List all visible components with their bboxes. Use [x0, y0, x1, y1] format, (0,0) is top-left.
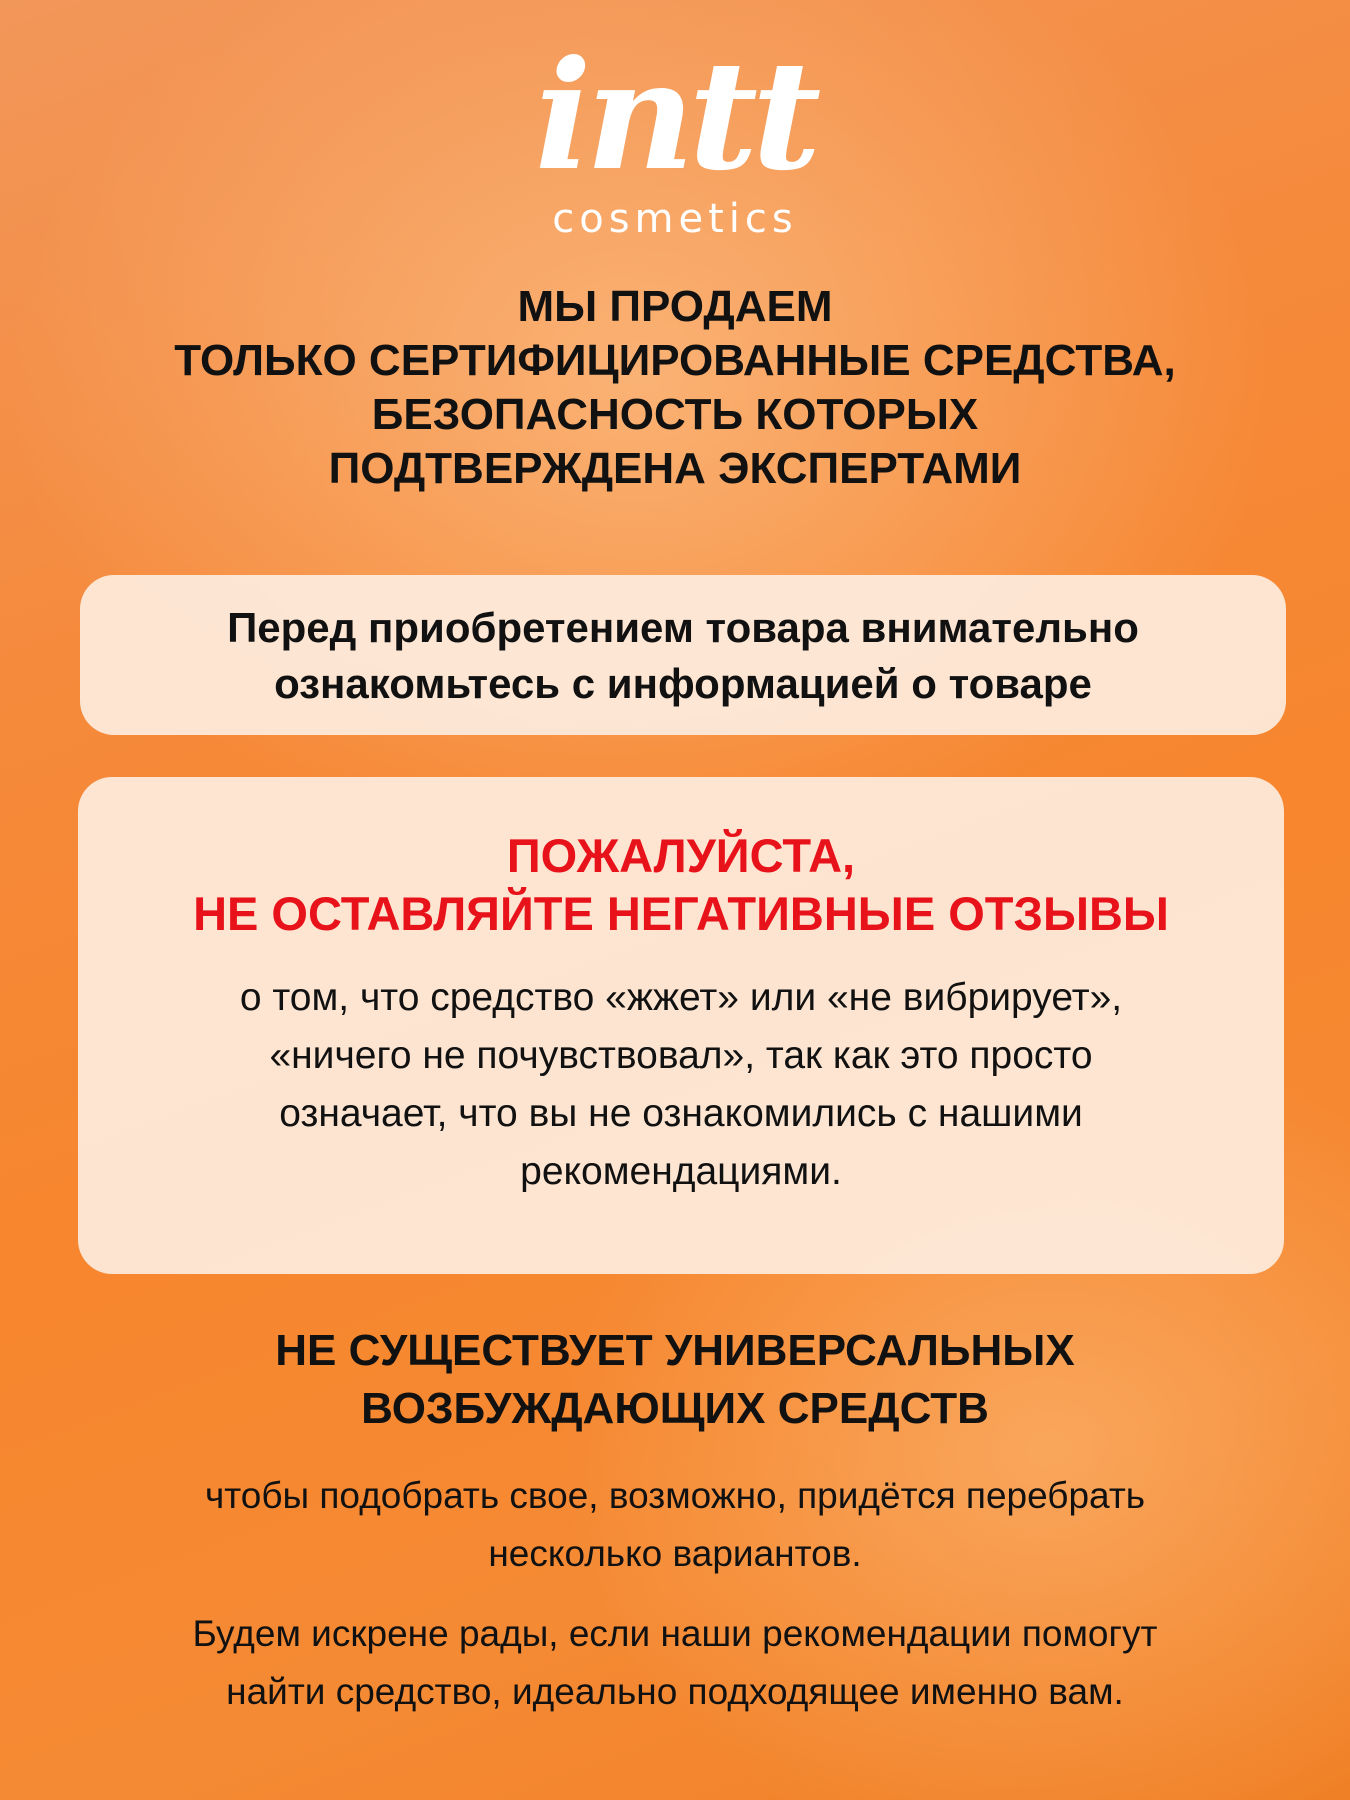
main-headline [40, 280, 1310, 496]
notice-line: ознакомьтесь с информацией о товаре [274, 660, 1092, 707]
logo-wordmark: intt [534, 28, 816, 204]
advice-paragraph [40, 1467, 1310, 1583]
warning-body-line: рекомендациями. [520, 1150, 842, 1193]
subhead-line: ВОЗБУЖДАЮЩИХ СРЕДСТВ [361, 1384, 989, 1433]
closing-paragraph [40, 1605, 1310, 1721]
paragraph-line: несколько вариантов. [488, 1533, 862, 1574]
headline-line: ПОДТВЕРЖДЕНА ЭКСПЕРТАМИ [328, 444, 1022, 493]
warning-body-line: означает, что вы не ознакомились с нашими [279, 1092, 1083, 1135]
warning-title-line: НЕ ОСТАВЛЯЙТЕ НЕГАТИВНЫЕ ОТЗЫВЫ [193, 887, 1169, 940]
headline-line: БЕЗОПАСНОСТЬ КОТОРЫХ [371, 390, 979, 439]
notice-line: Перед приобретением товара внимательно [227, 604, 1139, 651]
warning-title [78, 827, 1284, 943]
warning-card [78, 777, 1284, 1274]
notice-card [80, 575, 1286, 735]
subhead-line: НЕ СУЩЕСТВУЕТ УНИВЕРСАЛЬНЫХ [275, 1326, 1075, 1375]
logo-subtitle: cosmetics [552, 196, 798, 242]
headline-line: ТОЛЬКО СЕРТИФИЦИРОВАННЫЕ СРЕДСТВА, [174, 336, 1176, 385]
paragraph-line: Будем искрене рады, если наши рекомендации помогут [192, 1613, 1158, 1654]
warning-title-line: ПОЖАЛУЙСТА, [506, 829, 856, 882]
paragraph-line: найти средство, идеально подходящее именно вам. [226, 1671, 1124, 1712]
brand-logo [0, 28, 1350, 246]
section-subheading [40, 1322, 1310, 1438]
warning-body [78, 969, 1284, 1201]
paragraph-line: чтобы подобрать свое, возможно, придётся перебрать [204, 1475, 1146, 1516]
warning-body-line: о том, что средство «жжет» или «не вибрирует», [239, 976, 1123, 1019]
notice-text [80, 600, 1286, 712]
warning-body-line: «ничего не почувствовал», так как это просто [269, 1034, 1093, 1077]
headline-line: МЫ ПРОДАЕМ [517, 282, 833, 331]
